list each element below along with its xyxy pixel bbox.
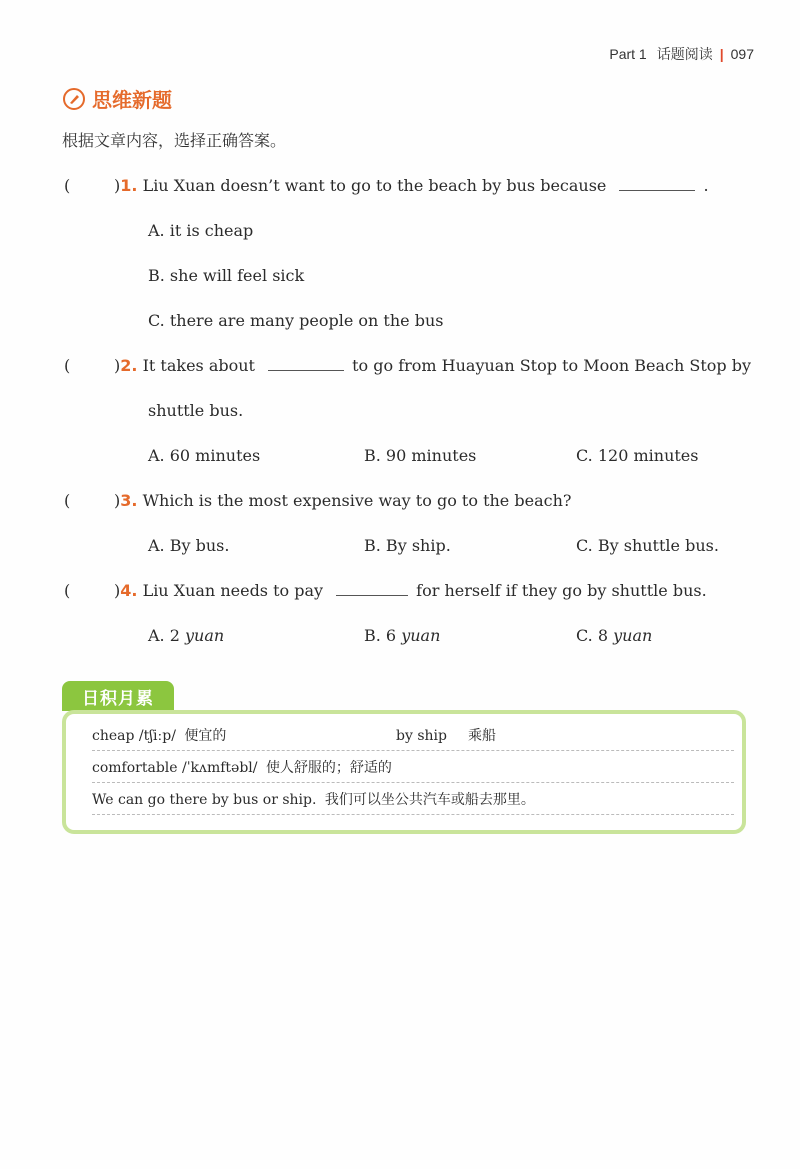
vocab-box: [62, 710, 746, 834]
answer-blank[interactable]: [336, 581, 408, 596]
option-3a[interactable]: A. By bus.: [148, 536, 230, 555]
header-divider: |: [719, 46, 724, 62]
option-1a[interactable]: A. it is cheap: [148, 221, 254, 240]
question-1: ( )1. Liu Xuan doesn’t want to go to the beach by bus because .: [64, 176, 709, 195]
page-number: 097: [730, 46, 754, 62]
question-number: 2.: [120, 356, 138, 375]
page-header: [609, 44, 754, 64]
question-text: Liu Xuan doesn’t want to go to the beach by bus because: [142, 176, 607, 195]
vocab-line-1: cheap /tʃiːp/ 便宜的 by ship 乘船: [92, 722, 734, 751]
option-3b[interactable]: B. By ship.: [364, 536, 451, 555]
vocab-line-2: comfortable /ˈkʌmftəbl/ 使人舒服的；舒适的: [92, 754, 734, 783]
option-1b[interactable]: B. she will feel sick: [148, 266, 305, 285]
instruction: 根据文章内容，选择正确答案。: [62, 131, 287, 150]
question-4: ( )4. Liu Xuan needs to pay for herself if they go by shuttle bus.: [64, 581, 707, 600]
question-number: 1.: [120, 176, 138, 195]
question-number: 3.: [120, 491, 138, 510]
pencil-circle-icon: [62, 87, 86, 111]
answer-paren[interactable]: (: [64, 356, 71, 375]
answer-paren[interactable]: (: [64, 491, 71, 510]
question-number: 4.: [120, 581, 138, 600]
vocab-line-3: We can go there by bus or ship. 我们可以坐公共汽车或船去那里。: [92, 786, 734, 815]
option-4a[interactable]: A. 2 yuan: [148, 626, 225, 645]
option-2c[interactable]: C. 120 minutes: [576, 446, 699, 465]
answer-blank[interactable]: [619, 176, 695, 191]
option-4c[interactable]: C. 8 yuan: [576, 626, 653, 645]
part-label: Part 1: [609, 46, 647, 62]
answer-paren[interactable]: (: [64, 581, 71, 600]
answer-paren[interactable]: (: [64, 176, 71, 195]
option-2b[interactable]: B. 90 minutes: [364, 446, 477, 465]
question-text: Liu Xuan needs to pay: [142, 581, 324, 600]
option-4b[interactable]: B. 6 yuan: [364, 626, 441, 645]
vocab-tag: 日积月累: [62, 681, 174, 711]
question-2-line2: shuttle bus.: [148, 401, 244, 420]
section-title-text: 思维新题: [92, 88, 172, 112]
question-3: ( )3. Which is the most expensive way to go to the beach?: [64, 491, 572, 510]
option-1c[interactable]: C. there are many people on the bus: [148, 311, 444, 330]
answer-blank[interactable]: [268, 356, 344, 371]
section-label: 话题阅读: [656, 46, 713, 62]
section-title: [62, 84, 172, 113]
option-2a[interactable]: A. 60 minutes: [148, 446, 261, 465]
question-2: ( )2. It takes about to go from Huayuan Stop to Moon Beach Stop by: [64, 356, 752, 375]
option-3c[interactable]: C. By shuttle bus.: [576, 536, 719, 555]
question-text: It takes about: [142, 356, 255, 375]
question-text: Which is the most expensive way to go to the beach?: [142, 491, 572, 510]
